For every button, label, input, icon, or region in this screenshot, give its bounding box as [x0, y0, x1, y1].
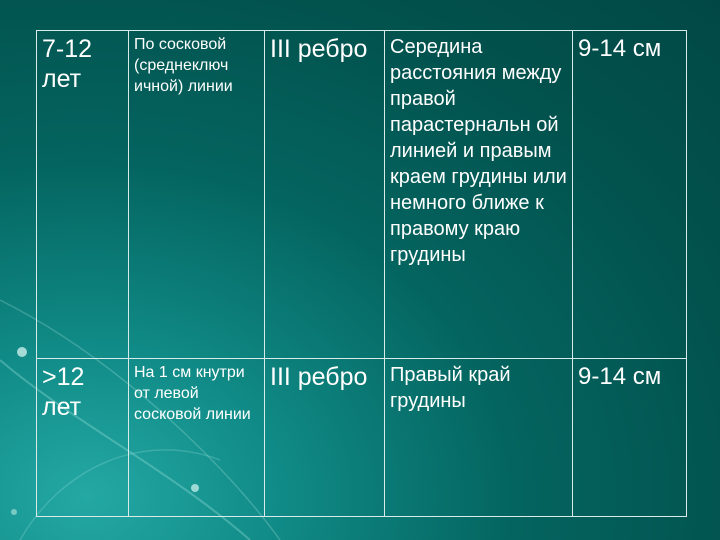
size-cell: 9-14 см [573, 31, 687, 359]
table-row [37, 31, 687, 359]
size-cell: 9-14 см [573, 359, 687, 517]
line-cell: На 1 см кнутри от левой сосковой линии [129, 359, 265, 517]
age-cell: 7-12 лет [37, 31, 129, 359]
area-cell: Правый край грудины [385, 359, 573, 517]
rib-cell: III ребро [265, 31, 385, 359]
area-cell: Середина расстояния между правой парастернальн ой линией и правым краем грудины или немного ближе к правому краю грудины [385, 31, 573, 359]
rib-cell: III ребро [265, 359, 385, 517]
table-row [37, 359, 687, 517]
pediatric-heart-table [36, 30, 687, 517]
age-cell: >12 лет [37, 359, 129, 517]
line-cell: По сосковой (среднеключ ичной) линии [129, 31, 265, 359]
